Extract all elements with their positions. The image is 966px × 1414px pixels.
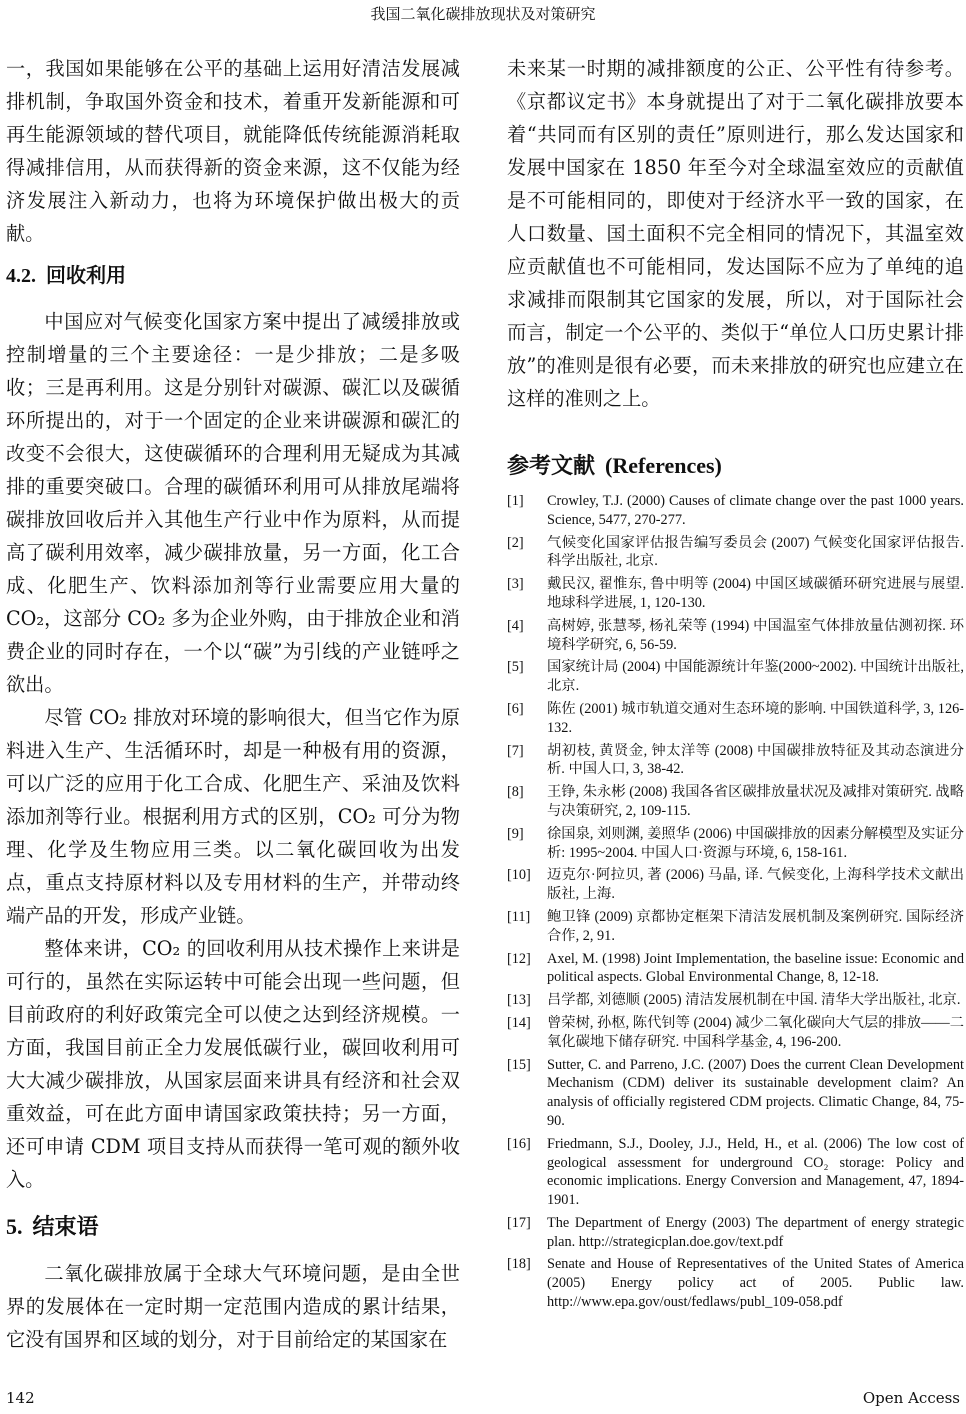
paragraph: 二氧化碳排放属于全球大气环境问题，是由全世界的发展体在一定时期一定范围内造成的累计结果，它没有国界和区域的划分，对于目前给定的某国家在 [6, 1262, 460, 1351]
reference-item [507, 908, 964, 946]
reference-number: [5] [507, 659, 524, 676]
reference-text: Friedmann, S.J., Dooley, J.J., Held, H., et al. (2006) The low cost of geological assessment for underground CO₂ storage: Policy and economic implications. Energy Conversion and Management, 47, 1894-1901. [547, 1135, 964, 1209]
reference-text: 高树婷, 张慧琴, 杨礼荣等 (1994) 中国温室气体排放量估测初探. 环境科学研究, 6, 56-59. [547, 617, 964, 653]
reference-item [507, 1014, 964, 1052]
reference-number: [4] [507, 617, 524, 634]
reference-item [507, 1255, 964, 1311]
reference-item [507, 991, 964, 1010]
reference-number: [16] [507, 1135, 531, 1152]
reference-item [507, 950, 964, 988]
reference-item [507, 492, 964, 530]
reference-number: [11] [507, 908, 531, 925]
reference-number: [3] [507, 576, 524, 593]
reference-text: Senate and House of Representatives of the United States of America (2005) Energy policy act of 2005. Public law. http://www.epa.gov/oust/fedlaws/publ_109-058.pdf [547, 1256, 964, 1311]
section-title: 回收利用 [46, 263, 126, 287]
reference-list [507, 492, 964, 1312]
reference-item [507, 866, 964, 904]
reference-text: 戴民汉, 翟惟东, 鲁中明等 (2004) 中国区域碳循环研究进展与展望. 地球科学进展, 1, 120-130. [547, 576, 964, 611]
reference-number: [10] [507, 867, 531, 884]
reference-text: Sutter, C. and Parreno, J.C. (2007) Does the current Clean Development Mechanism (CDM) deliver its sustainable development claim? An analysis of officially registered CDM projects. Climatic Change, 84, 75-90. [547, 1056, 964, 1129]
reference-number: [8] [507, 784, 524, 801]
reference-text: 吕学都, 刘德顺 (2005) 清洁发展机制在中国. 清华大学出版社, 北京. [547, 992, 961, 1009]
paragraph: 一，我国如果能够在公平的基础上运用好清洁发展减排机制，争取国外资金和技术，着重开发新能源和可再生能源领域的替代项目，就能降低传统能源消耗取得减排信用，从而获得新的资金来源，这不仅能为经济发展注入新动力，也将为环境保护做出极大的贡献。 [6, 57, 460, 245]
reference-item [507, 783, 964, 821]
reference-number: [14] [507, 1014, 531, 1031]
reference-text: 国家统计局 (2004) 中国能源统计年鉴(2000~2002). 中国统计出版社, 北京. [547, 659, 964, 695]
reference-text: 曾荣树, 孙枢, 陈代钊等 (2004) 减少二氧化碳向大气层的排放——二氧化碳地下储存研究. 中国科学基金, 4, 196-200. [547, 1014, 964, 1050]
section-heading-5 [6, 1214, 460, 1241]
section-heading-4-2 [6, 262, 460, 289]
reference-item [507, 658, 964, 696]
reference-text: The Department of Energy (2003) The department of energy strategic plan. http://strategicplan.doe.gov/text.pdf [547, 1214, 964, 1250]
journal-label: Open Access [862, 1389, 960, 1407]
reference-item [507, 700, 964, 738]
paragraph: 未来某一时期的减排额度的公正、公平性有待参考。《京都议定书》本身就提出了对于二氧化碳排放要本着“共同而有区别的责任”原则进行，那么发达国家和发展中国家在 1850 年至今对全球温室效应的贡献值是不可能相同的，即使对于经济水平一致的国家，在人口数量、国土面积不完全相同的情况下，其温室效应贡献值也不可能相同，发达国际不应为了单纯的追求减排而限制其它国家的发展，所以，对于国际社会而言，制定一个公平的、类似于“单位人口历史累计排放”的准则是很有必要，而未来排放的研究也应建立在这样的准则之上。 [507, 57, 964, 410]
paragraph: 尽管 CO₂ 排放对环境的影响很大，但当它作为原料进入生产、生活循环时，却是一种极有用的资源，可以广泛的应用于化工合成、化肥生产、采油及饮料添加剂等行业。根据利用方式的区别，CO₂ 可分为物理、化学及生物应用三类。以二氧化碳回收为出发点，重点支持原材料以及专用材料的生产，并带动终端产品的开发，形成产业链。 [6, 706, 460, 927]
reference-item [507, 742, 964, 780]
reference-text: 徐国泉, 刘则渊, 姜照华 (2006) 中国碳排放的因素分解模型及实证分析: 1995~2004. 中国人口·资源与环境, 6, 158-161. [547, 825, 964, 861]
reference-number: [17] [507, 1214, 531, 1231]
reference-number: [9] [507, 825, 524, 842]
references-title-en: (References) [605, 453, 722, 478]
reference-number: [7] [507, 742, 524, 759]
reference-number: [18] [507, 1256, 531, 1273]
reference-text: 气候变化国家评估报告编写委员会 (2007) 气候变化国家评估报告. 科学出版社, 北京. [547, 534, 964, 570]
references-heading [507, 453, 964, 480]
page-number: 142 [6, 1389, 35, 1407]
reference-number: [2] [507, 534, 524, 551]
reference-item [507, 617, 964, 655]
reference-item [507, 534, 964, 572]
section-title: 结束语 [32, 1215, 99, 1240]
reference-item [507, 825, 964, 863]
reference-item [507, 1135, 964, 1210]
reference-item [507, 1214, 964, 1252]
paragraph: 整体来讲，CO₂ 的回收利用从技术操作上来讲是可行的，虽然在实际运转中可能会出现一些问题，但目前政府的利好政策完全可以使之达到经济规模。一方面，我国目前正全力发展低碳行业，碳回收利用可大大减少碳排放，从国家层面来讲具有经济和社会双重效益，可在此方面申请国家政策扶持；另一方面，还可申请 CDM 项目支持从而获得一笔可观的额外收入。 [6, 937, 460, 1191]
reference-text: Crowley, T.J. (2000) Causes of climate change over the past 1000 years. Science, 5477, 270-277. [547, 493, 964, 528]
reference-number: [6] [507, 700, 524, 717]
reference-text: 迈克尔·阿拉贝, 著 (2006) 马晶, 译. 气候变化, 上海科学技术文献出版社, 上海. [547, 867, 964, 903]
reference-text: Axel, M. (1998) Joint Implementation, the baseline issue: Economic and political aspects. Global Environmental Change, 8, 12-18. [547, 950, 964, 986]
reference-item [507, 1056, 964, 1131]
reference-text: 陈佐 (2001) 城市轨道交通对生态环境的影响. 中国铁道科学, 3, 126-132. [547, 700, 964, 736]
reference-number: [15] [507, 1056, 531, 1073]
running-header: 我国二氧化碳排放现状及对策研究 [370, 5, 596, 23]
reference-number: [12] [507, 950, 531, 967]
reference-number: [1] [507, 493, 524, 509]
left-column [6, 52, 460, 1356]
references-title: 参考文献 [507, 454, 596, 479]
reference-text: 王铮, 朱永彬 (2008) 我国各省区碳排放量状况及减排对策研究. 战略与决策研究, 2, 109-115. [547, 784, 964, 819]
reference-number: [13] [507, 992, 531, 1009]
section-number: 4.2. [6, 265, 36, 287]
right-column [507, 52, 964, 1316]
section-number: 5. [6, 1214, 23, 1239]
paragraph: 中国应对气候变化国家方案中提出了减缓排放或控制增量的三个主要途径：一是少排放；二是多吸收；三是再利用。这是分别针对碳源、碳汇以及碳循环所提出的，对于一个固定的企业来讲碳源和碳汇的改变不会很大，这使碳循环的合理利用无疑成为其减排的重要突破口。合理的碳循环利用可从排放尾端将碳排放回收后并入其他生产行业中作为原料，从而提高了碳利用效率，减少碳排放量，另一方面，化工合成、化肥生产、饮料添加剂等行业需要应用大量的CO₂，这部分 CO₂ 多为企业外购，由于排放企业和消费企业的同时存在，一个以“碳”为引线的产业链呼之欲出。 [6, 310, 460, 696]
reference-text: 胡初枝, 黄贤金, 钟太洋等 (2008) 中国碳排放特征及其动态演进分析. 中国人口, 3, 38-42. [547, 742, 964, 778]
reference-text: 鲍卫锋 (2009) 京都协定框架下清洁发展机制及案例研究. 国际经济合作, 2, 91. [547, 908, 964, 944]
reference-item [507, 575, 964, 613]
